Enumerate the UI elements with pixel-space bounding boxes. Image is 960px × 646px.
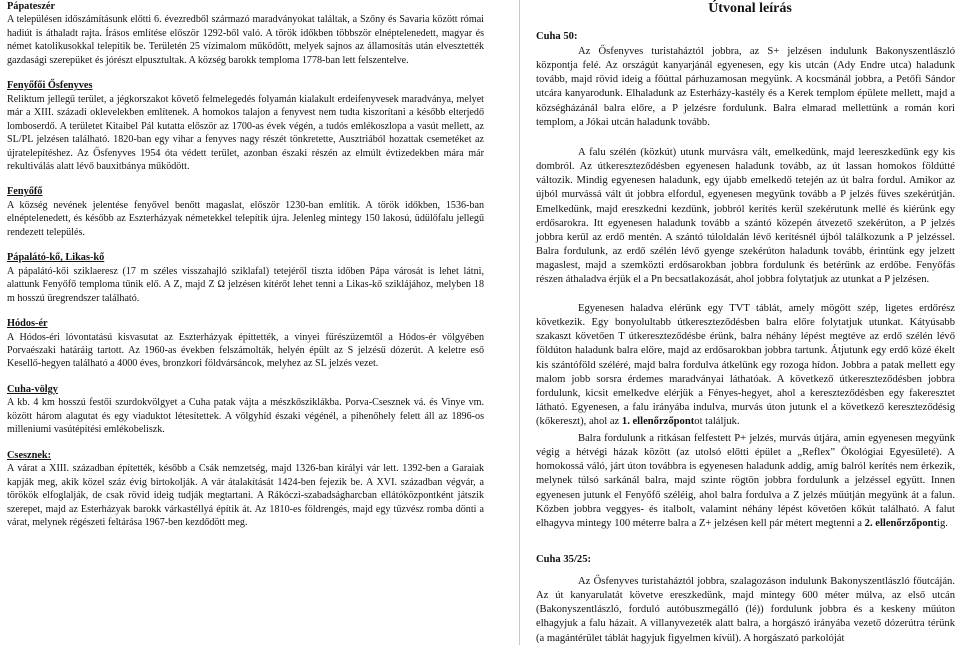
route-label-cuha-50: Cuha 50: <box>536 31 578 42</box>
section-title-text: Fenyőfői Ősfenyves <box>7 80 93 92</box>
route-paragraph-3-tail: ot találjuk. <box>694 416 740 428</box>
section-title-hodos-er <box>7 317 484 330</box>
route-paragraph-3 <box>536 302 955 429</box>
route-paragraph-2: A falu szélén (közkút) utunk murvásra vált, emelkedünk, majd leereszkedünk egy kis dombról. Az útkereszteződésben egyenesen haladunk tovább, az út lassan homokos földútté változik. Mindig egyenesen haladunk, egy újabb emelkedő tetején az út balra fordul. Amikor az újból murvássá vált út jobbra elfordul, egyenesen megyünk tovább a P jelzés füves szekérútján. Emelkedünk, majd ereszkedni kezdünk, jobbról kerítés kerül szekérutunk mellé és kiérünk egy erdősarokra. Itt egyenesen haladunk tovább a szántó közepén átvezető szekérúton, a P jelzés jobbra kerül az erdő mentén. A szántó túloldalán lévő kerítésnél újból találkozunk a P jelzéssel. Balra fordulunk, az erdő szélén lévő gyenge szekérúton haladunk tovább, érintünk egy jelzett magaslest, majd a szemközti erdősarokban jobbra fordulunk és betérünk az erdőbe. Fenyőfás részen áthaladva érjük el a Pn becsatlakozását, ahol jobbra folytatjuk az utunkat a P jelzésen. <box>536 147 955 286</box>
section-title-text: Hódos-ér <box>7 318 48 330</box>
checkpoint-2: 2. ellenőrzőpont <box>864 517 938 529</box>
section-text-fenyofoi-osfenyves: Reliktum jellegű terület, a jégkorszakot követő felmelegedés folyamán kialakult erdeifenyvesek maradványa, melyet már a XIII. századi oklevelekben említenek. A homokos talajon a fenyvest nem tudta kiszorítani a később elterjedő lomboserdő. A területet Kitaibel Pál kutatta először az 1700-as évek végén, a tudós emlékoszlopa a vasút mellett, az SL/PL jelzésen található. 1820-ban egy vihar a fenyves nagy részét tönkretette, Ausztriából hozattak csemetéket az újratelepítéshez. Az Ősfenyves 1954 óta védett terület, azonban északi részén az elmúlt évtizedekben mára már rekultiválás alatt lévő bauxitbánya működött. <box>7 93 484 172</box>
route-description-title: Útvonal leírás <box>708 1 792 16</box>
section-text-cuha-volgy: A kb. 4 km hosszú festői szurdokvölgyet a Cuha patak vájta a mészkősziklákba. Porva-Csesznek vá. és Vinye vm. között három alagutat és egy viaduktot létesítettek. A völgyhíd északi végénél, a pihenőhely felett áll az 1896-os milleniumi vasútépítési emlékobeliszk. <box>7 397 484 436</box>
section-title-text: Fenyőfő <box>7 186 43 198</box>
section-title-text: Pápalátó-kő, Likas-kő <box>7 252 105 264</box>
section-title-papalato-ko <box>7 251 484 264</box>
section-text-csesznek: A várat a XIII. században építették, később a Csák nemzetség, majd 1326-ban királyi vár lett. 1392-ben a Garaiak kapják meg, akik közel száz évig birtokolják. A vár átalakítását 1424-ben fejezik be. A XVI. században végvár, a törökök elfoglalják, de csak rövid ideig tudják megtartani. A Rákóczi-szabadságharcban ellátóközpontként játszik szerepet, majd az Esterházyak barokk várkastéllyá építik át. Az 1810-es földrengés, majd egy tűzvész romba dönti a várat, melynek régészeti feltárása 1967-ben kezdődött meg. <box>7 463 484 528</box>
route-paragraph-4 <box>536 432 955 531</box>
left-column <box>7 0 484 529</box>
column-divider <box>519 0 520 645</box>
section-text-hodos-er: A Hódos-éri lóvontatású kisvasutat az Eszterházyak építtették, a vinyei fűrészüzemtől a Hódos-ér völgyében Porvaészaki határáig tartott. Az 1960-as években felszámolták, helyén épült az S jelzésű dózerút. A keletre eső Kesellő-hegyen található a 4000 éves, bronzkori földvársáncok, melyhez az SL jelzés vezet. <box>7 331 484 370</box>
section-title-papateszer: Pápateszér <box>7 1 56 12</box>
route-paragraph-4-tail: ig. <box>937 517 948 529</box>
route-label-cuha-35-25: Cuha 35/25: <box>536 554 592 565</box>
route-paragraph-3-text: Egyenesen haladva elérünk egy TVT táblát, amely mögött szép, ligetes erdőrész következik. Egy bonyolultabb útkereszteződésben balra előre folytatjuk utunkat. Kátyúsabb szakaszt követően T útkereszteződésbe érünk, balra néhány lépést megtéve az erdő szélén lévő földúton haladunk balra előre, majd az erdősarokban jobbra tartunk. Átjutunk egy erdő közé ékelt kis szántóföld széléré, majd balra fordulva átkelünk egy rozoga hídon. Jobbra a patak mellett egy malom jobb sorsra érdemes maradványai láthatóak. A következő útkereszteződésben jobbra fordulunk, kicsit emelkedve elérjük a Fényes-hegyet, ahol a kereszteződésben egy fakeresztet látható. Egyenesen, a falu irányába indulva, murvás úton jutunk el a következő kereszteződésig (kőkereszt), ahol az <box>536 303 955 428</box>
section-title-text: Csesznek: <box>7 449 52 461</box>
checkpoint-1: 1. ellenőrzőpont <box>621 416 695 428</box>
section-title-fenyofoi-osfenyves <box>7 79 484 92</box>
section-text-papalato-ko: A pápalátó-kői sziklaeresz (17 m széles visszahajló sziklafal) tetejéről tiszta időben Pápa városát is lehet látni, alattunk Fenyőfő temploma tűnik elő. A Z, majd Z Ω jelzésen kitérőt lehet tenni a Likas-kő sziklájához, melyben 18 m hosszú üregrendszer található. <box>7 265 484 304</box>
route-paragraph-5: Az Ősfenyves turistaháztól jobbra, szalagozáson indulunk Bakonyszentlászló főutcáján. Az út kanyarulatát követve ereszkedünk, majd mintegy 600 méter múlva, az első utcán (Bakonyszentlászló, forduló autóbuszmegálló (lé)) fordulunk jobbra és a keskeny műúton elhagyjuk a falu házait. A villanyvezeték alatt balra, a horgászó irányába vezető dózerútra térünk (a magántérület táblát hagyjuk figyelmen kívül). A horgászató parkolóját <box>536 576 955 644</box>
route-paragraph-4-text: Balra fordulunk a ritkásan felfestett P+ jelzés, murvás útjára, amin egyenesen megyünk végig a hétvégi házak között (az utolsó előtti épület a „Reflex” Ökológiai Egyesületé). A homokossá váló, járt úton továbbra is egyenesen haladunk addig, amíg balról kerítés nem érkezik, melynek túlsó sarkánál balra, majd szinte rögtön jobbra fordulunk a jelzéssel együtt. Innen egyenesen jutunk el Fenyőfő széléig, ahol balra fordulva a Z jelzés műútján megyünk át a falun. Kőzben jobbra veggyes- és italbolt, valamint néhány lépést követően kőkút található. A falut elhagyva mintegy 100 méterre balra a Z+ jelzésen kell pár métert megtenni a <box>536 433 955 529</box>
route-paragraph-1: Az Ősfenyves turistaháztól jobbra, az S+ jelzésen indulunk Bakonyszentlászló központja felé. Az országút kanyarjánál egyenesen, egy kis utcán (Ady Endre utca) haladunk tovább, majd rövid ideig a főúttal párhuzamosan megyünk. A kocsmánál jobbra, a Petőfi Sándor utcára kanyarodunk. Elhaladunk az Esterházy-kastély és a Kerek templom épülete mellett, majd a községházánál balra előre, a P jelzésre fordulunk. Balra elmarad mellettünk a román kori templom, a Jókai utcán haladunk tovább. <box>536 46 955 128</box>
section-title-cuha-volgy <box>7 383 484 396</box>
section-text-fenyofo: A község nevének jelentése fenyővel benőtt magaslat, először 1230-ban említik. A török időkben, 1536-ban elnéptelenedett, és később az Eszterházyak németekkel telepítik újra. Jelenleg mintegy 150 lakosú, üdülőfalu jellegű rendezett település. <box>7 199 484 238</box>
section-title-fenyofo <box>7 185 484 198</box>
section-title-text: Cuha-völgy <box>7 383 58 395</box>
section-title-csesznek <box>7 449 484 462</box>
section-text-papateszer: A településen időszámításunk előtti 6. évezredből származó maradványokat találtak, a Szőny és Savaria között római hadiút is áthaladt rajta. Írásos említése először 1292-ből való. A török időkben többször elnéptelenedett, magyar és német katolikusokkal telepítik be. Területén 25 vízimalom működött, melyek sajnos az államosítás után elvesztették gazdasági szerepüket és jórészt elpusztultak. A község barokk temploma 1778-ban lett felszentelve. <box>7 14 484 66</box>
